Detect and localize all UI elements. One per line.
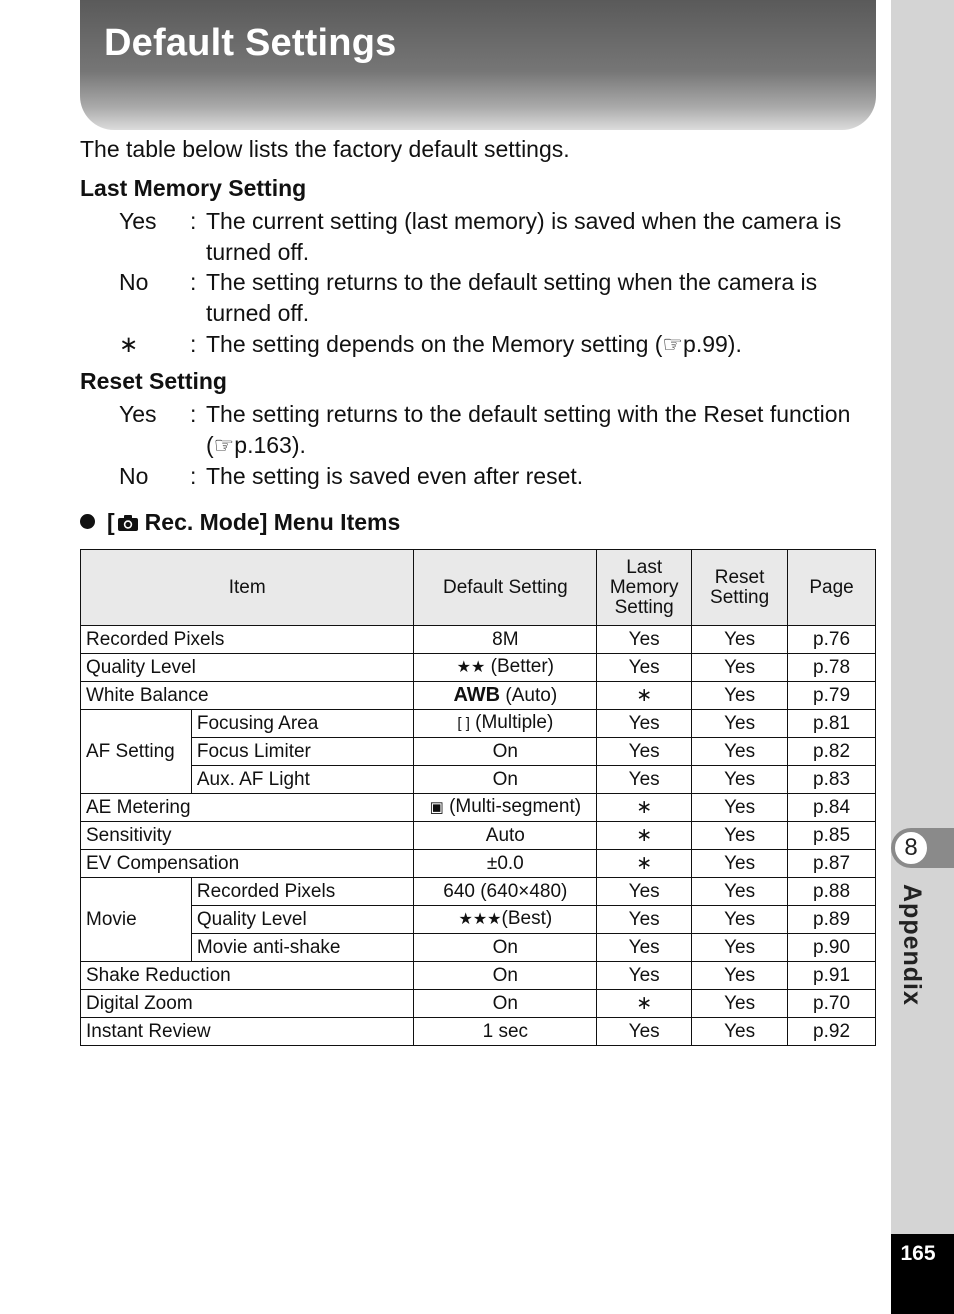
reset-cell: Yes: [692, 1018, 788, 1046]
last-memory-cell: ∗: [597, 682, 692, 710]
item-cell: AE Metering: [81, 794, 414, 822]
page-cell: p.82: [788, 738, 876, 766]
page-cell: p.81: [788, 710, 876, 738]
bracket: [: [107, 509, 115, 535]
page-cell: p.83: [788, 766, 876, 794]
default-cell: On: [414, 738, 597, 766]
table-row: [81, 738, 876, 766]
section-title: Rec. Mode] Menu Items: [144, 509, 401, 535]
description: The setting returns to the default setting with the Reset function (☞p.163).: [206, 401, 851, 458]
header-item: Item: [81, 550, 414, 626]
last-memory-cell: ∗: [597, 822, 692, 850]
default-text: (Multiple): [469, 712, 554, 733]
awb-icon: AWB: [453, 684, 501, 706]
header-reset: Reset Setting: [692, 550, 788, 626]
reset-cell: Yes: [692, 738, 788, 766]
table-row: [81, 822, 876, 850]
page-cell: p.79: [788, 682, 876, 710]
page-cell: p.91: [788, 962, 876, 990]
chapter-number: 8: [893, 830, 929, 866]
default-cell: On: [414, 962, 597, 990]
default-cell: [414, 794, 597, 822]
default-cell: On: [414, 934, 597, 962]
multi-af-icon: [ ]: [457, 715, 470, 732]
reset-cell: Yes: [692, 878, 788, 906]
table-row: [81, 766, 876, 794]
last-memory-cell: Yes: [597, 766, 692, 794]
page-cell: p.89: [788, 906, 876, 934]
table-row: [81, 990, 876, 1018]
item-cell: White Balance: [81, 682, 414, 710]
last-memory-cell: ∗: [597, 990, 692, 1018]
default-cell: 640 (640×480): [414, 878, 597, 906]
item-cell: Focus Limiter: [191, 738, 414, 766]
header-default: Default Setting: [414, 550, 597, 626]
last-memory-heading: Last Memory Setting: [80, 175, 307, 201]
table-row: [81, 962, 876, 990]
page-cell: p.76: [788, 626, 876, 654]
colon: :: [190, 208, 197, 234]
default-cell: ±0.0: [414, 850, 597, 878]
default-cell: 8M: [414, 626, 597, 654]
reset-cell: Yes: [692, 962, 788, 990]
group-cell: AF Setting: [81, 710, 192, 794]
default-cell: [414, 906, 597, 934]
default-text: (Auto): [500, 685, 558, 706]
item-cell: Sensitivity: [81, 822, 414, 850]
chapter-label: Appendix: [898, 884, 926, 1006]
default-text: (Better): [485, 656, 554, 677]
default-cell: 1 sec: [414, 1018, 597, 1046]
colon: :: [190, 331, 197, 357]
item-cell: Digital Zoom: [81, 990, 414, 1018]
default-cell: Auto: [414, 822, 597, 850]
reset-heading: Reset Setting: [80, 368, 227, 394]
reset-cell: Yes: [692, 934, 788, 962]
item-cell: Focusing Area: [191, 710, 414, 738]
last-memory-cell: Yes: [597, 626, 692, 654]
reset-cell: Yes: [692, 990, 788, 1018]
colon: :: [190, 463, 197, 489]
last-memory-cell: ∗: [597, 794, 692, 822]
description: The setting is saved even after reset.: [206, 463, 584, 489]
reset-cell: Yes: [692, 766, 788, 794]
reset-cell: Yes: [692, 654, 788, 682]
item-cell: Quality Level: [191, 906, 414, 934]
group-cell: Movie: [81, 878, 192, 962]
last-memory-cell: Yes: [597, 962, 692, 990]
item-cell: Instant Review: [81, 1018, 414, 1046]
table-row: [81, 1018, 876, 1046]
default-cell: On: [414, 766, 597, 794]
default-cell: [414, 710, 597, 738]
last-memory-cell: Yes: [597, 738, 692, 766]
page-cell: p.70: [788, 990, 876, 1018]
default-cell: On: [414, 990, 597, 1018]
last-memory-cell: Yes: [597, 934, 692, 962]
item-cell: Shake Reduction: [81, 962, 414, 990]
title-banner: [80, 0, 876, 130]
bullet-icon: [80, 514, 95, 529]
last-memory-cell: Yes: [597, 654, 692, 682]
page-cell: p.92: [788, 1018, 876, 1046]
term: No: [119, 463, 149, 489]
default-text: (Best): [501, 908, 553, 929]
table-row: [81, 710, 876, 738]
default-cell: [414, 682, 597, 710]
description: The setting depends on the Memory setting (☞p.99).: [206, 331, 742, 357]
table-row: [81, 682, 876, 710]
term: ∗: [119, 331, 139, 357]
colon: :: [190, 269, 197, 295]
colon: :: [190, 401, 197, 427]
item-cell: Recorded Pixels: [191, 878, 414, 906]
table-row: [81, 906, 876, 934]
last-memory-cell: Yes: [597, 906, 692, 934]
description: The setting returns to the default setting when the camera is turned off.: [206, 269, 818, 326]
table-row: [81, 878, 876, 906]
camera-icon: [117, 514, 139, 532]
last-memory-cell: Yes: [597, 1018, 692, 1046]
reset-cell: Yes: [692, 682, 788, 710]
table-header-row: [81, 550, 876, 626]
item-cell: EV Compensation: [81, 850, 414, 878]
table-row: [81, 850, 876, 878]
reset-cell: Yes: [692, 710, 788, 738]
page-cell: p.88: [788, 878, 876, 906]
defaults-table: [80, 549, 876, 1046]
page-cell: p.90: [788, 934, 876, 962]
star-rating-icon: ★★★: [458, 911, 502, 928]
page-cell: p.84: [788, 794, 876, 822]
table-row: [81, 626, 876, 654]
side-tab: [891, 0, 954, 1314]
reset-cell: Yes: [692, 850, 788, 878]
default-text: (Multi-segment): [443, 796, 582, 817]
page-number: 165: [900, 1242, 936, 1265]
last-memory-cell: ∗: [597, 850, 692, 878]
star-rating-icon: ★★: [456, 659, 486, 676]
header-last-memory: Last Memory Setting: [597, 550, 692, 626]
item-cell: Movie anti-shake: [191, 934, 414, 962]
last-memory-cell: Yes: [597, 878, 692, 906]
reset-cell: Yes: [692, 626, 788, 654]
table-row: [81, 794, 876, 822]
table-row: [81, 654, 876, 682]
item-cell: Recorded Pixels: [81, 626, 414, 654]
item-cell: Quality Level: [81, 654, 414, 682]
term: Yes: [119, 208, 157, 234]
reset-cell: Yes: [692, 906, 788, 934]
menu-section-heading: [80, 509, 400, 536]
page-cell: p.85: [788, 822, 876, 850]
table-row: [81, 934, 876, 962]
page-cell: p.78: [788, 654, 876, 682]
last-memory-cell: Yes: [597, 710, 692, 738]
term: No: [119, 269, 149, 295]
page-title: Default Settings: [104, 22, 397, 64]
term: Yes: [119, 401, 157, 427]
header-page: Page: [788, 550, 876, 626]
item-cell: Aux. AF Light: [191, 766, 414, 794]
description: The current setting (last memory) is saved when the camera is turned off.: [206, 208, 842, 265]
page-cell: p.87: [788, 850, 876, 878]
default-cell: [414, 654, 597, 682]
metering-icon: ▣: [429, 799, 444, 816]
reset-cell: Yes: [692, 794, 788, 822]
reset-cell: Yes: [692, 822, 788, 850]
intro-text: The table below lists the factory default settings.: [80, 136, 570, 162]
